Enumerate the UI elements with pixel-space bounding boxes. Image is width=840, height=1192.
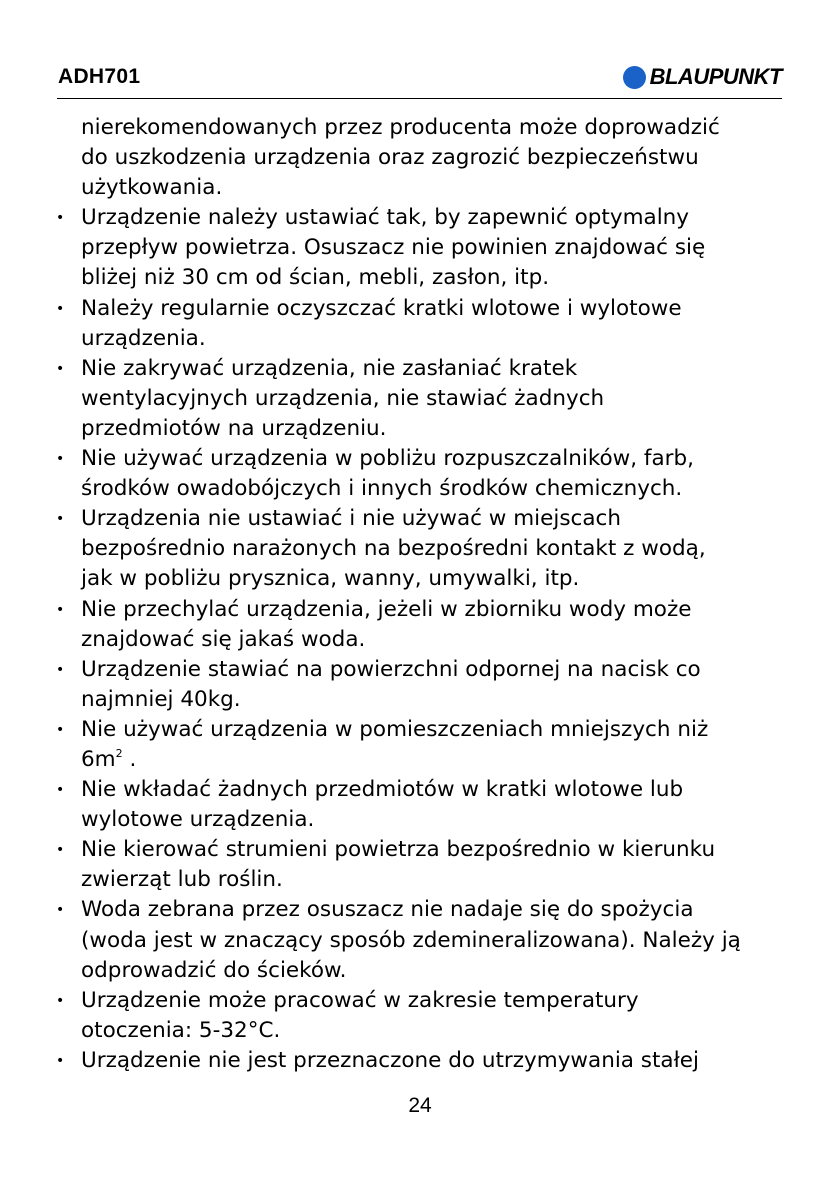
bullet-item	[56, 986, 796, 1046]
bullet-item	[56, 595, 796, 655]
text-line: • Urządzenie może pracować w zakresie temperatury	[81, 987, 639, 1013]
text-line: • Nie używać urządzenia w pobliżu rozpuszczalników, farb,	[81, 446, 695, 472]
text-line: przepływ powietrza. Osuszacz nie powinien znajdować się	[81, 235, 706, 261]
bullet-item	[56, 444, 796, 504]
text-line: zwierząt lub roślin.	[81, 867, 283, 893]
brand-name: BLAUPUNKT	[649, 64, 782, 89]
text-line: bezpośrednio narażonych na bezpośredni kontakt z wodą,	[81, 536, 706, 562]
bullet-item	[56, 715, 796, 775]
instructions-text	[56, 113, 796, 1076]
text-line: • Nie przechylać urządzenia, jeżeli w zbiorniku wody może	[81, 596, 692, 622]
text-line: znajdować się jakaś woda.	[81, 626, 366, 652]
intro-paragraph	[56, 113, 796, 203]
text-line: • Należy regularnie oczyszczać kratki wlotowe i wylotowe	[81, 295, 682, 321]
text-line: odprowadzić do ścieków.	[81, 957, 347, 983]
text-line: jak w pobliżu prysznica, wanny, umywalki, itp.	[81, 566, 580, 592]
text-line: przedmiotów na urządzeniu.	[81, 415, 387, 441]
line-tail: .	[122, 746, 137, 772]
area-value: 6m	[81, 746, 116, 772]
bullet-item	[56, 203, 796, 293]
text-line: • Woda zebrana przez osuszacz nie nadaje się do spożycia	[81, 897, 694, 923]
model-number: ADH701	[58, 65, 141, 88]
page-header	[57, 60, 782, 99]
text-line: nierekomendowanych przez producenta może doprowadzić	[81, 115, 720, 140]
text-line: bliżej niż 30 cm od ścian, mebli, zasłon, itp.	[81, 265, 550, 291]
text-line: • Urządzenie stawiać na powierzchni odpornej na nacisk co	[81, 656, 701, 682]
text-line: wentylacyjnych urządzenia, nie stawiać żadnych	[81, 385, 605, 411]
text-line: • Nie wkładać żadnych przedmiotów w kratki wlotowe lub	[81, 777, 684, 803]
bullet-item	[56, 354, 796, 444]
bullet-item	[56, 504, 796, 594]
text-line: urządzenia.	[81, 325, 206, 351]
text-line: • Urządzenia nie ustawiać i nie używać w miejscach	[81, 506, 621, 532]
text-line: środków owadobójczych i innych środków chemicznych.	[81, 476, 683, 502]
text-line: wylotowe urządzenia.	[81, 807, 315, 833]
text-line	[81, 745, 796, 775]
text-line: • Urządzenie należy ustawiać tak, by zapewnić optymalny	[81, 205, 690, 231]
bullet-item	[56, 835, 796, 895]
text-line: do uszkodzenia urządzenia oraz zagrozić bezpieczeństwu	[81, 145, 699, 171]
text-line: otoczenia: 5-32°C.	[81, 1017, 281, 1043]
superscript: 2	[115, 746, 123, 760]
text-line: • Urządzenie nie jest przeznaczone do utrzymywania stałej	[81, 1047, 699, 1073]
brand-logo	[623, 64, 782, 90]
brand-dot-icon	[623, 66, 646, 89]
bullet-item	[56, 655, 796, 715]
text-line: • Nie zakrywać urządzenia, nie zasłaniać kratek	[81, 355, 578, 381]
text-line: • Nie kierować strumieni powietrza bezpośrednio w kierunku	[81, 837, 716, 863]
bullet-item	[56, 1046, 796, 1076]
bullet-item	[56, 775, 796, 835]
bullet-item	[56, 294, 796, 354]
text-line: najmniej 40kg.	[81, 686, 241, 712]
bullet-item	[56, 895, 796, 985]
text-line: • Nie używać urządzenia w pomieszczeniach mniejszych niż	[81, 716, 709, 742]
page-number: 24	[408, 1094, 432, 1117]
bullet-list	[56, 203, 796, 1076]
text-line: (woda jest w znaczący sposób zdemineralizowana). Należy ją	[81, 927, 741, 953]
text-line: użytkowania.	[81, 175, 223, 201]
